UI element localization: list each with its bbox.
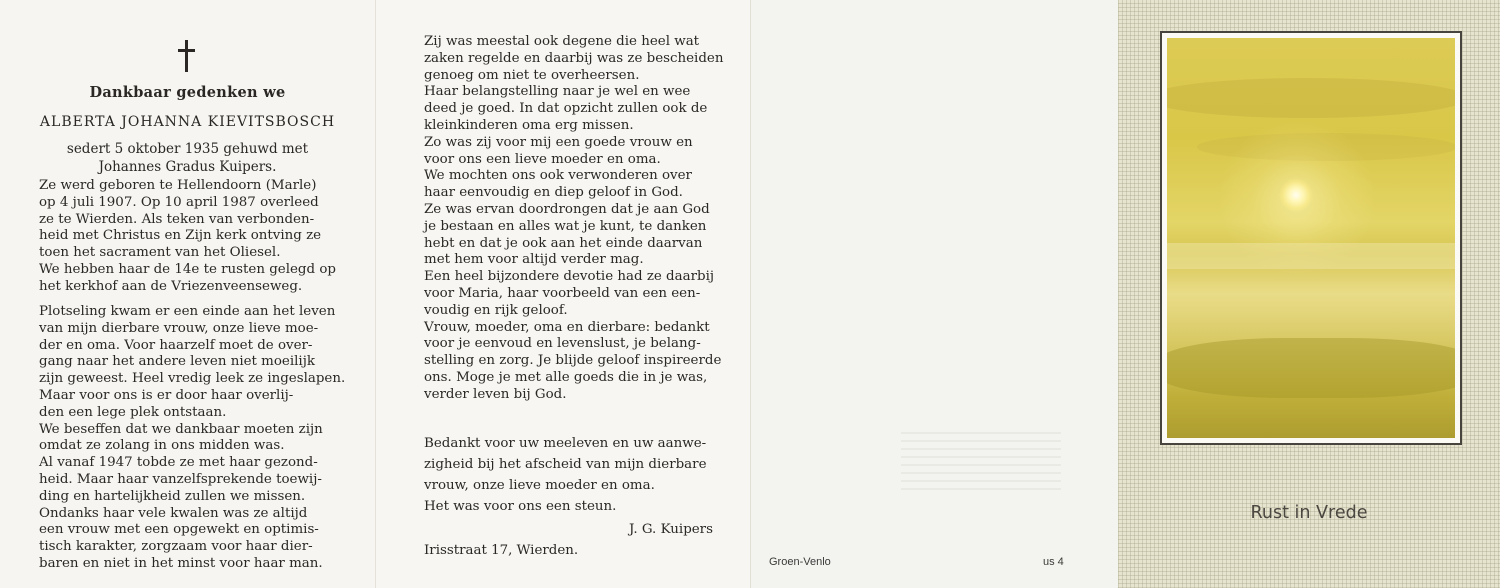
text-line: We beseffen dat we dankbaar moeten zijn (39, 421, 323, 437)
text-line: voor Maria, haar voorbeeld van een een- (424, 285, 701, 301)
text-line: haar eenvoudig en diep geloof in God. (424, 185, 683, 201)
front-cover (1118, 0, 1500, 588)
thanks-paragraph (424, 433, 719, 517)
deceased-name: ALBERTA JOHANNA KIEVITSBOSCH (39, 114, 336, 130)
text-line: We mochten ons ook verwonderen over (424, 168, 692, 184)
text-line: hebt en dat je ook aan het einde daarvan (424, 235, 703, 251)
text-line: voor je eenvoud en levenslust, je belang- (424, 336, 701, 352)
address: Irisstraat 17, Wierden. (424, 543, 579, 558)
sunset-photo (1167, 38, 1455, 438)
text-line: zaken regelde en daarbij was ze bescheiden (424, 50, 724, 66)
text-line: ons. Moge je met alle goeds die in je was, (424, 369, 708, 385)
text-line: een vrouw met een opgewekt en optimis- (39, 522, 319, 538)
text-line: Bedankt voor uw meeleven en uw aanwe- (424, 436, 707, 451)
text-line: verder leven bij God. (424, 386, 567, 402)
biography-paragraph (39, 178, 339, 296)
text-line: zijn geweest. Heel vredig leek ze ingeslapen. (39, 371, 346, 387)
cross-icon (177, 40, 197, 72)
text-line: baren en niet in het minst voor haar man. (39, 555, 323, 571)
heading: Dankbaar gedenken we (89, 84, 286, 101)
text-line: je bestaan en alles wat je kunt, te danken (424, 218, 707, 234)
sun-icon (1279, 178, 1313, 212)
text-line: toen het sacrament van het Oliesel. (39, 245, 281, 261)
text-line: met hem voor altijd verder mag. (424, 252, 644, 268)
text-line: Zo was zij voor mij een goede vrouw en (424, 134, 693, 150)
text-line: Ze was ervan doordrongen dat je aan God (424, 201, 710, 217)
text-line: heid met Christus en Zijn kerk ontving ze (39, 228, 322, 244)
text-line: voor ons een lieve moeder en oma. (424, 151, 661, 167)
text-line: Maar voor ons is er door haar overlij- (39, 387, 294, 403)
text-line: voudig en rijk geloof. (424, 302, 568, 318)
text-line: Ondanks haar vele kwalen was ze altijd (39, 505, 308, 521)
text-line: van mijn dierbare vrouw, onze lieve moe- (39, 320, 319, 336)
text-line: der en oma. Voor haarzelf moet de over- (39, 337, 313, 353)
back-page (750, 0, 1118, 588)
text-line: zigheid bij het afscheid van mijn dierbare (424, 457, 707, 472)
left-page (0, 0, 375, 588)
text-line: We hebben haar de 14e te rusten gelegd op (39, 261, 336, 277)
water-shape (1167, 243, 1455, 269)
text-line: kleinkinderen oma erg missen. (424, 117, 634, 133)
text-line: Haar belangstelling naar je wel en wee (424, 84, 691, 100)
signature: J. G. Kuipers (629, 522, 713, 537)
text-line: omdat ze zolang in ons midden was. (39, 438, 285, 454)
text-line: ding en hartelijkheid zullen we missen. (39, 488, 306, 504)
married-line: sedert 5 oktober 1935 gehuwd met (66, 141, 309, 157)
remembrance-paragraph (39, 304, 346, 573)
photo-frame (1160, 31, 1462, 445)
text-line: Al vanaf 1947 tobde ze met haar gezond- (39, 455, 318, 471)
text-line: Plotseling kwam er een einde aan het leven (39, 304, 336, 319)
text-line: gang naar het andere leven niet moeilijk (39, 354, 315, 370)
text-line: ze te Wierden. Als teken van verbonden- (39, 211, 315, 227)
text-line: den een lege plek ontstaan. (39, 404, 227, 420)
married-line: Johannes Gradus Kuipers. (98, 159, 277, 175)
text-line: heid. Maar haar vanzelfsprekende toewij- (39, 471, 322, 487)
text-line: Een heel bijzondere devotie had ze daarbij (424, 269, 715, 285)
text-line: Ze werd geboren te Hellendoorn (Marle) (39, 178, 317, 193)
text-line: stelling en zorg. Je blijde geloof inspireerde (424, 353, 722, 369)
text-line: vrouw, onze lieve moeder en oma. (424, 478, 655, 493)
text-line: Zij was meestal ook degene die heel wat (424, 34, 700, 49)
text-line: tisch karakter, zorgzaam voor haar dier- (39, 539, 313, 555)
show-through-smudge (901, 430, 1061, 490)
text-line: deed je goed. In dat opzicht zullen ook de (424, 101, 708, 117)
text-line: Vrouw, moeder, oma en dierbare: bedankt (424, 319, 710, 335)
printer-credit: Groen-Venlo (769, 556, 831, 568)
text-line: genoeg om niet te overheersen. (424, 67, 640, 83)
print-code: us 4 (1043, 556, 1064, 568)
text-line: Het was voor ons een steun. (424, 499, 617, 514)
text-line: het kerkhof aan de Vriezenveenseweg. (39, 278, 303, 294)
shore-shape (1167, 338, 1455, 398)
tribute-paragraph (424, 34, 724, 404)
text-line: op 4 juli 1907. Op 10 april 1987 overleed (39, 194, 319, 210)
married-info (0, 140, 375, 176)
cover-caption: Rust in Vrede (1250, 503, 1368, 523)
